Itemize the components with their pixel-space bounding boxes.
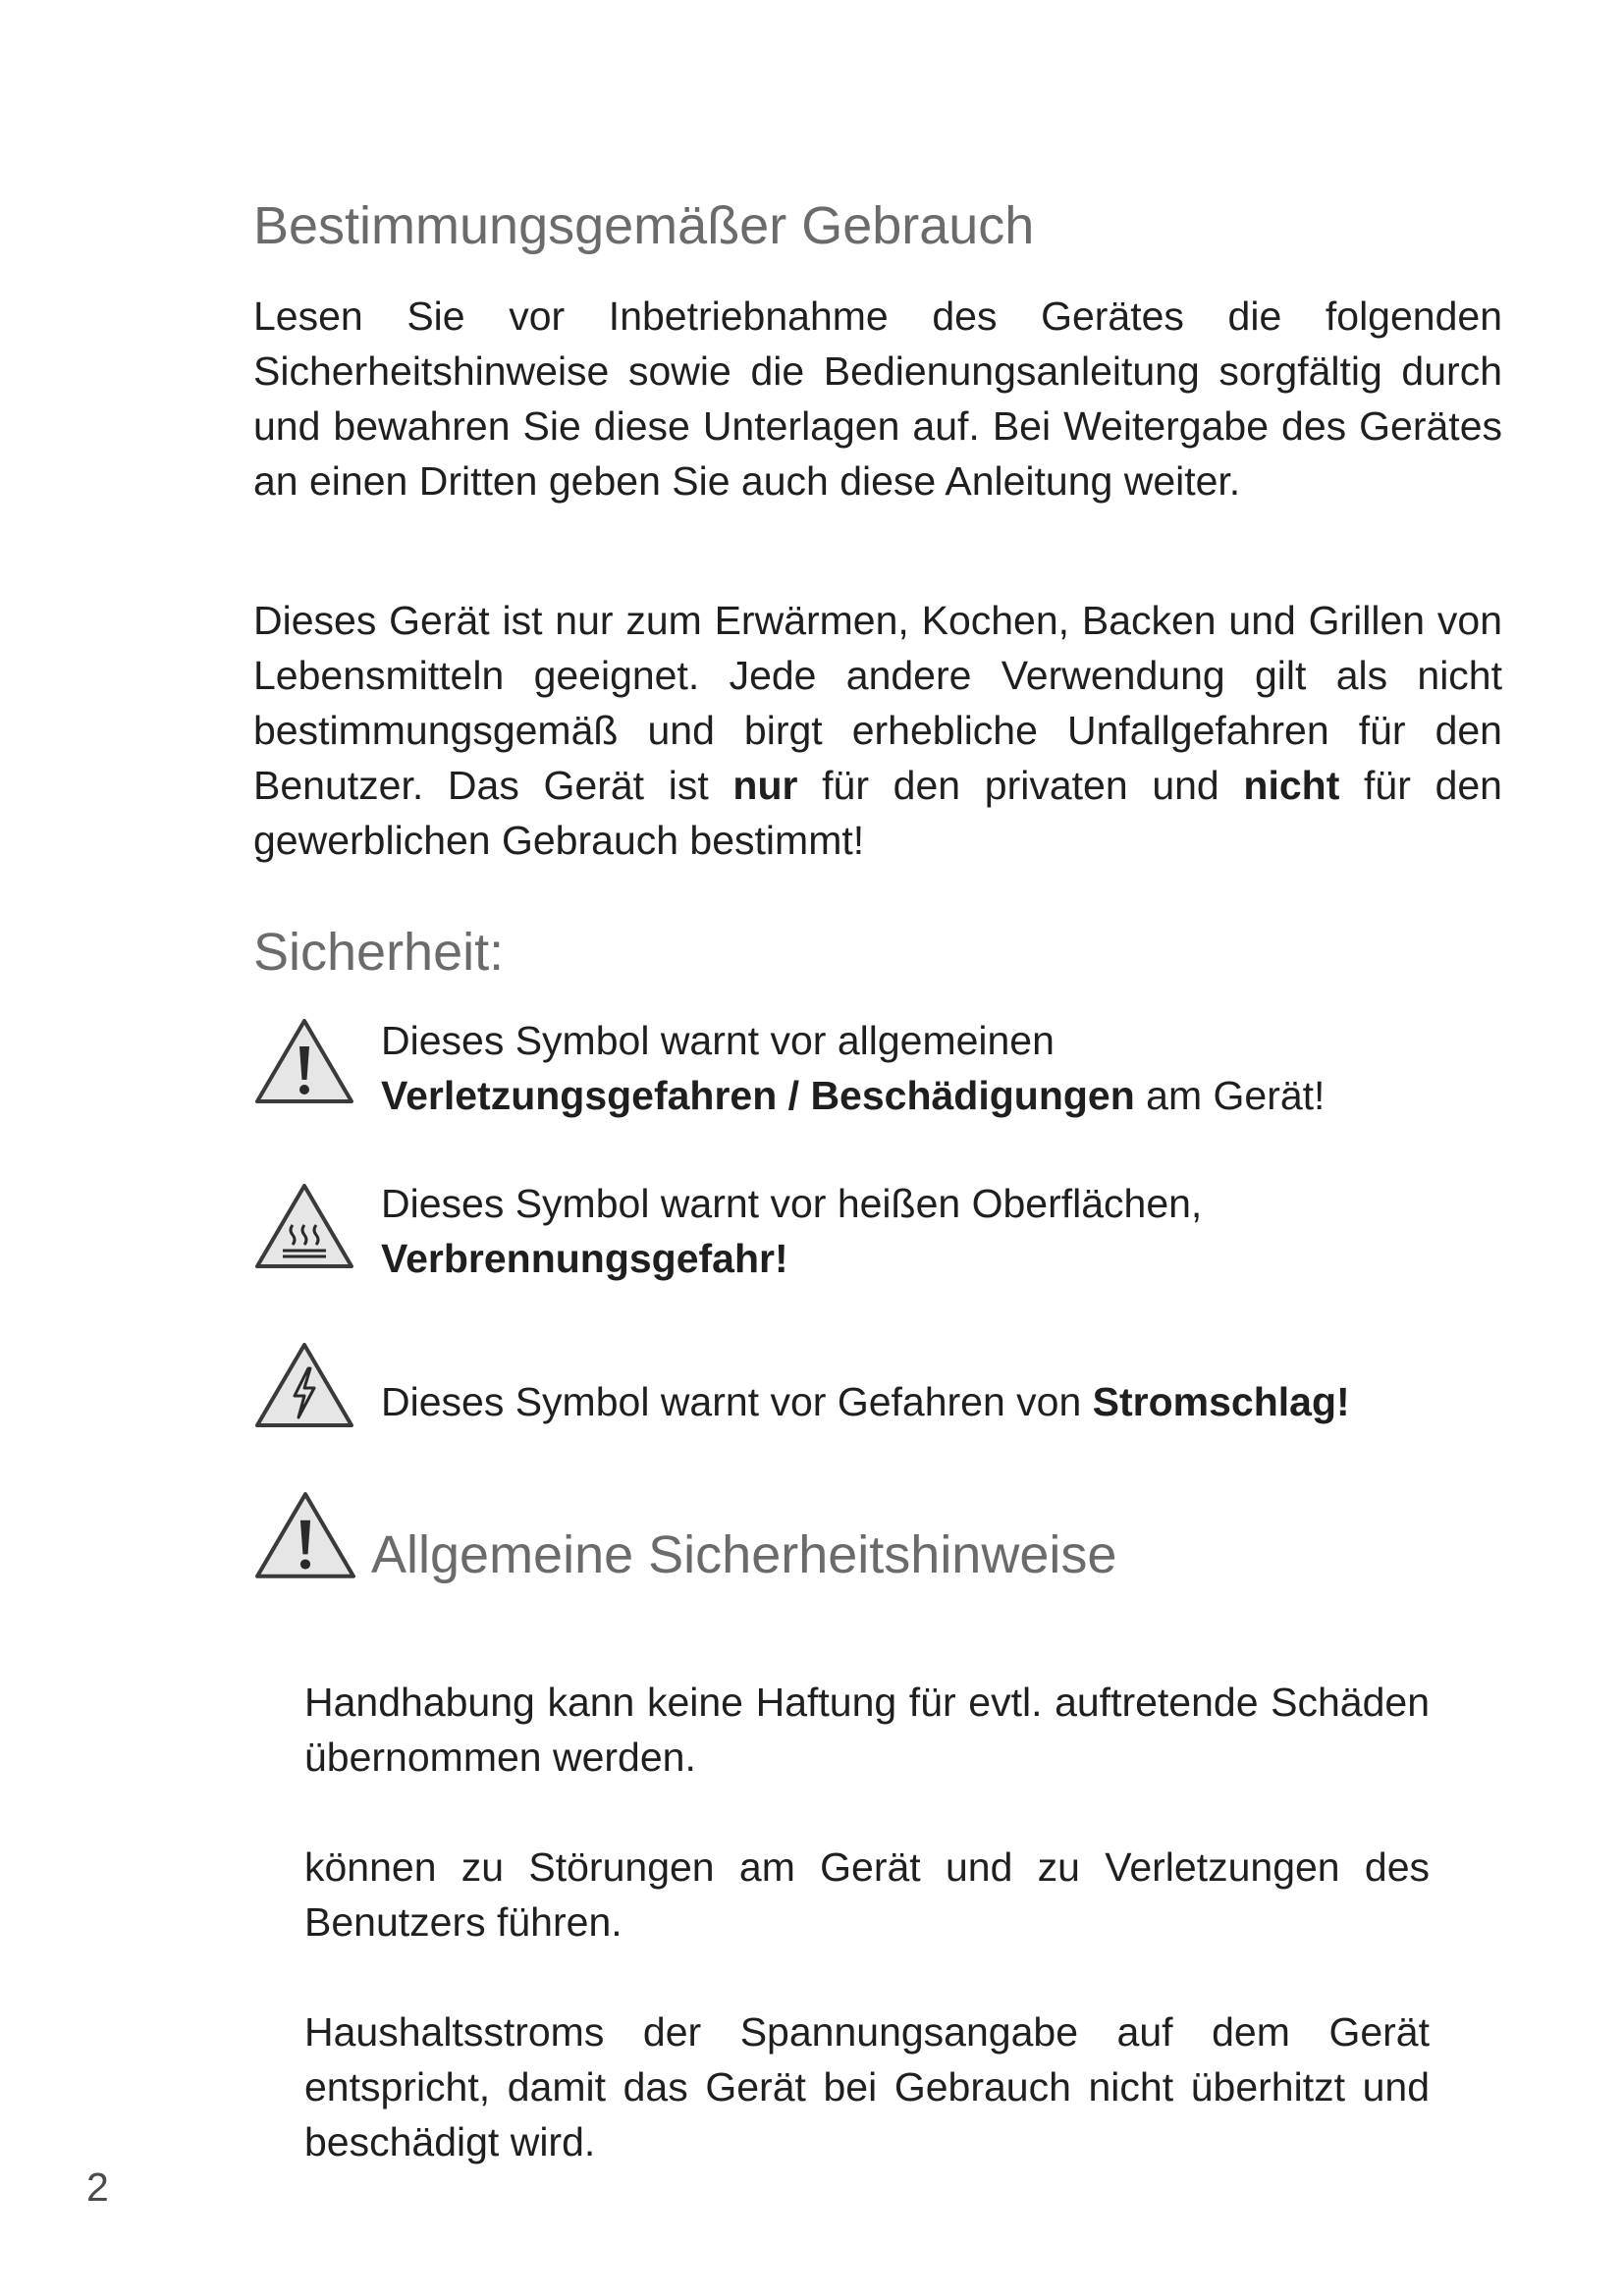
usage-text-2: für den privaten und xyxy=(797,763,1244,808)
general-safety-item: Handhabung kann keine Haftung für evtl. auftretende Schäden übernommen werden. xyxy=(304,1680,1430,1780)
section-title-general-safety: Allgemeine Sicherheitshinweise xyxy=(371,1525,1117,1584)
section-title-intended-use: Bestimmungsgemäßer Gebrauch xyxy=(253,196,1035,255)
warning-general-text xyxy=(381,1013,1520,1123)
exclamation-warning-icon xyxy=(253,1490,357,1582)
warning-hot-surface-line-1: Dieses Symbol warnt vor heißen Oberflächen, xyxy=(381,1181,1203,1226)
section-title-safety: Sicherheit: xyxy=(253,923,505,982)
warning-general-line-1: Dieses Symbol warnt vor allgemeinen xyxy=(381,1018,1055,1063)
hot-surface-warning-icon xyxy=(253,1182,355,1272)
usage-bold-nicht: nicht xyxy=(1243,763,1340,808)
warning-electric-shock-text xyxy=(381,1374,1520,1429)
usage-text-1: Dieses Gerät ist nur zum Erwärmen, Kochen, Backen und Grillen von Lebensmitteln geeignet. Jede andere Verwendung gilt als nicht bestimmungsgemäß und birgt erhebliche Unfallgefahren für den Benutzer. Das Gerät ist xyxy=(253,598,1502,808)
general-safety-item: können zu Störungen am Gerät und zu Verletzungen des Benutzers führen. xyxy=(304,1844,1430,1945)
electric-shock-warning-icon xyxy=(253,1341,355,1431)
usage-text-3: für den gewerblichen Gebrauch bestimmt! xyxy=(253,763,1502,863)
warning-general-suffix: am Gerät! xyxy=(1134,1073,1326,1118)
usage-paragraph xyxy=(253,593,1502,868)
warning-hot-surface-text xyxy=(381,1176,1520,1286)
intro-paragraph: Lesen Sie vor Inbetriebnahme des Gerätes die folgenden Sicherheitshinweise sowie die Bedienungsanleitung sorgfältig durch und bewahren Sie diese Unterlagen auf. Bei Weitergabe des Gerätes an einen Dritten geben Sie auch diese Anleitung weiter. xyxy=(253,294,1502,504)
warning-electric-shock-bold: Stromschlag! xyxy=(1092,1379,1350,1424)
general-safety-item: Haushaltsstroms der Spannungsangabe auf dem Gerät entspricht, damit das Gerät bei Gebrauch nicht überhitzt und beschädigt wird. xyxy=(304,2009,1430,2164)
warning-hot-surface-bold: Verbrennungsgefahr! xyxy=(381,1236,788,1281)
warning-electric-shock-line: Dieses Symbol warnt vor Gefahren von xyxy=(381,1379,1093,1424)
page-number: 2 xyxy=(86,2164,109,2210)
exclamation-warning-icon xyxy=(253,1017,355,1107)
usage-bold-nur: nur xyxy=(732,763,798,808)
warning-general-bold: Verletzungsgefahren / Beschädigungen xyxy=(381,1073,1135,1118)
